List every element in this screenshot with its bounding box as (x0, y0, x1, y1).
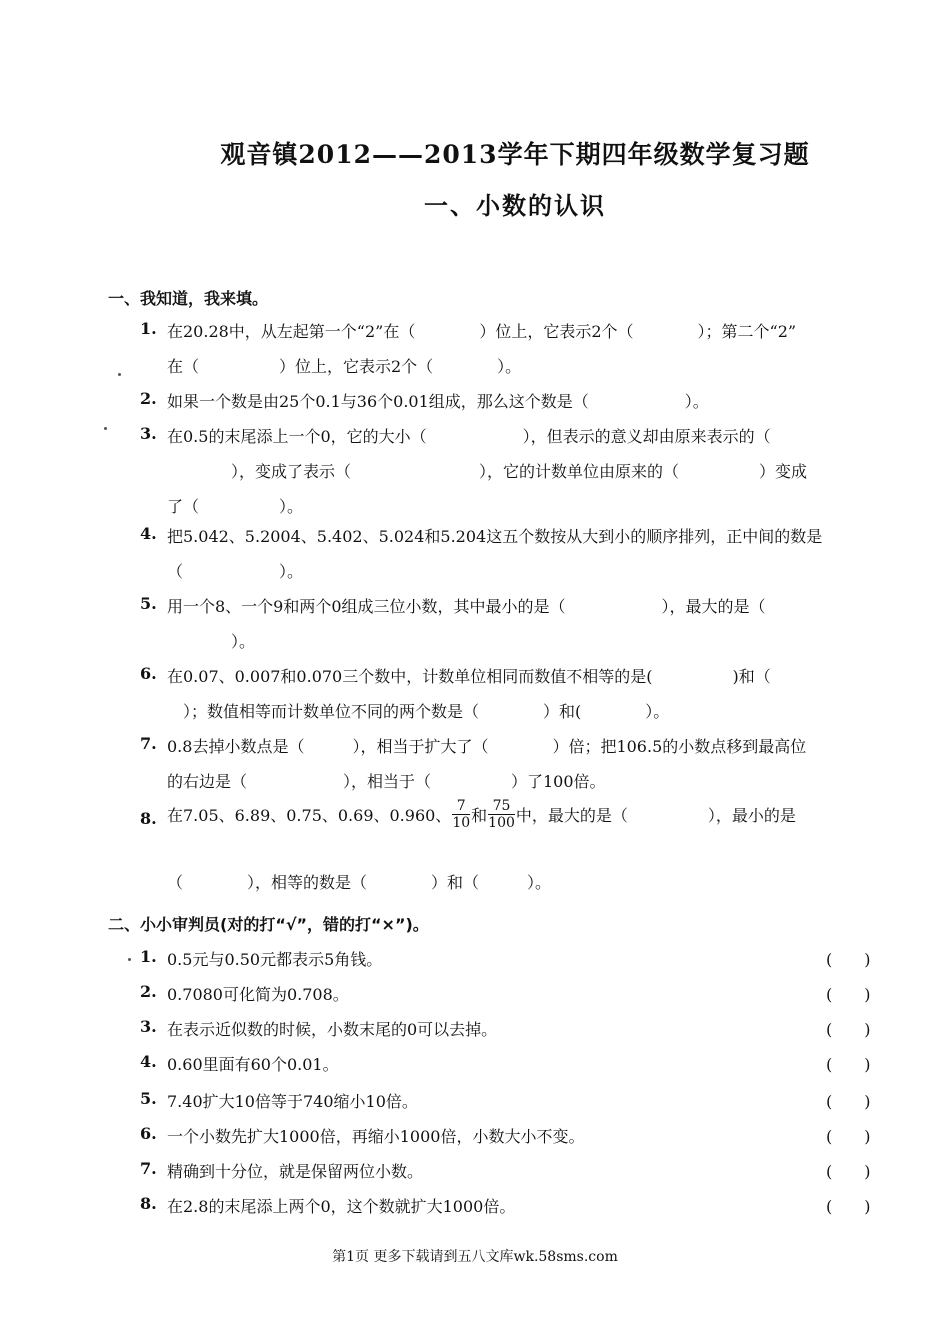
q1-line-1: 在20.28中，从左起第一个“2”在（ ）位上，它表示2个（ ）；第二个“2” (167, 322, 797, 341)
tf7-number: 7. (140, 1159, 157, 1178)
q3-line-3: 了（ ）。 (167, 497, 304, 516)
q6-line-2: ）；数值相等而计数单位不同的两个数是（ ）和( ）。 (167, 702, 670, 721)
q5-line-2: ）。 (167, 632, 256, 651)
frac1-numerator: 7 (452, 798, 470, 815)
scan-speck (118, 373, 121, 376)
tf7-text: 精确到十分位，就是保留两位小数。 (167, 1162, 424, 1181)
q1-number: 1. (140, 319, 157, 338)
q4-line-1: 把5.042、5.2004、5.402、5.024和5.204这五个数按从大到小的顺序排列，正中间的数是 (167, 527, 823, 546)
q8-prefix: 在7.05、6.89、0.75、0.69、0.960、 (167, 806, 452, 825)
tf8-number: 8. (140, 1194, 157, 1213)
q8-number: 8. (140, 809, 157, 828)
page-footer: 第1页 更多下载请到五八文库wk.58sms.com (332, 1249, 618, 1265)
tf3-answer-blank[interactable]: ( ) (826, 1020, 871, 1039)
frac1-denominator: 10 (452, 815, 471, 831)
tf3-text: 在表示近似数的时候，小数末尾的0可以去掉。 (167, 1020, 498, 1039)
q8-and: 和 (471, 806, 488, 825)
section-1-heading: 一、我知道，我来填。 (108, 289, 269, 308)
q7-line-2: 的右边是（ ），相当于（ ）了100倍。 (167, 772, 606, 791)
tf5-text: 7.40扩大10倍等于740缩小10倍。 (167, 1092, 418, 1111)
tf4-text: 0.60里面有60个0.01。 (167, 1055, 339, 1074)
tf3-number: 3. (140, 1017, 157, 1036)
tf2-answer-blank[interactable]: ( ) (826, 985, 871, 1004)
tf6-number: 6. (140, 1124, 157, 1143)
tf2-text: 0.7080可化简为0.708。 (167, 985, 349, 1004)
q2-number: 2. (140, 389, 157, 408)
q4-line-2: （ ）。 (167, 562, 304, 581)
q3-number: 3. (140, 424, 157, 443)
q2-line-1: 如果一个数是由25个0.1与36个0.01组成，那么这个数是（ ）。 (167, 392, 709, 411)
q7-number: 7. (140, 734, 157, 753)
frac2-denominator: 100 (488, 815, 515, 831)
scan-speck (128, 958, 131, 961)
fraction-75-100 (488, 798, 515, 831)
tf5-number: 5. (140, 1089, 157, 1108)
q8-suffix: 中，最大的是（ ），最小的是 (515, 806, 796, 825)
q7-line-1: 0.8去掉小数点是（ ），相当于扩大了（ ）倍；把106.5的小数点移到最高位 (167, 737, 807, 756)
tf4-answer-blank[interactable]: ( ) (826, 1055, 871, 1074)
page-title: 观音镇2012——2013学年下期四年级数学复习题 (220, 140, 810, 169)
tf4-number: 4. (140, 1052, 157, 1071)
page-subtitle: 一、小数的认识 (424, 191, 606, 220)
tf1-text: 0.5元与0.50元都表示5角钱。 (167, 950, 383, 969)
tf1-answer-blank[interactable]: ( ) (826, 950, 871, 969)
q8-line-1 (167, 798, 796, 831)
q6-number: 6. (140, 664, 157, 683)
q5-line-1: 用一个8、一个9和两个0组成三位小数，其中最小的是（ ），最大的是（ (167, 597, 766, 616)
q3-line-1: 在0.5的末尾添上一个0，它的大小（ ），但表示的意义却由原来表示的（ (167, 427, 771, 446)
tf2-number: 2. (140, 982, 157, 1001)
section-2-heading: 二、小小审判员(对的打“√”，错的打“×”)。 (108, 915, 429, 934)
q4-number: 4. (140, 524, 157, 543)
fraction-7-10 (452, 798, 470, 831)
tf7-answer-blank[interactable]: ( ) (826, 1162, 871, 1181)
q1-line-2: 在（ ）位上，它表示2个（ ）。 (167, 357, 522, 376)
tf8-answer-blank[interactable]: ( ) (826, 1197, 871, 1216)
tf5-answer-blank[interactable]: ( ) (826, 1092, 871, 1111)
q5-number: 5. (140, 594, 157, 613)
scan-speck (104, 427, 107, 430)
q8-line-2: （ ），相等的数是（ ）和（ ）。 (167, 873, 552, 892)
tf6-text: 一个小数先扩大1000倍，再缩小1000倍，小数大小不变。 (167, 1127, 585, 1146)
tf6-answer-blank[interactable]: ( ) (826, 1127, 871, 1146)
q3-line-2: ），变成了表示（ ），它的计数单位由原来的（ ）变成 (167, 462, 808, 481)
frac2-numerator: 75 (488, 798, 515, 815)
q6-line-1: 在0.07、0.007和0.070三个数中，计数单位相同而数值不相等的是( )和（ (167, 667, 771, 686)
tf1-number: 1. (140, 947, 157, 966)
tf8-text: 在2.8的末尾添上两个0，这个数就扩大1000倍。 (167, 1197, 516, 1216)
